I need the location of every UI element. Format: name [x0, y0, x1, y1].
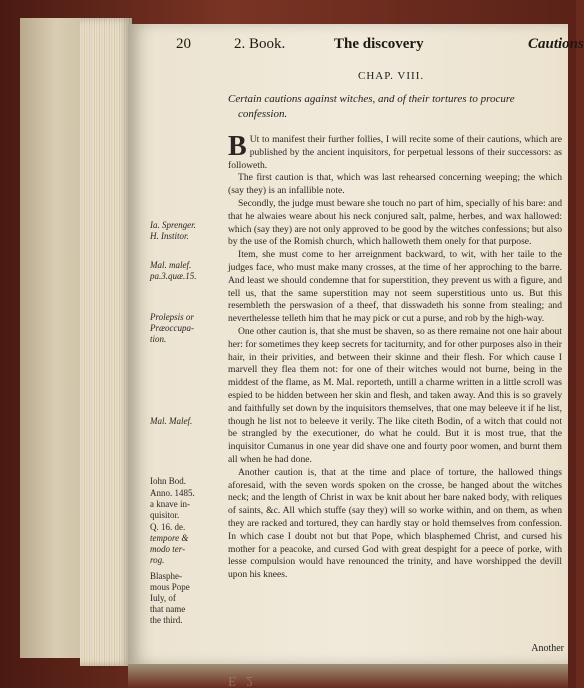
margin-note: Iohn Bod.	[150, 476, 186, 486]
margin-note: the third.	[150, 615, 183, 625]
margin-note: Q. 16. de.	[150, 522, 186, 532]
page-number: 20	[176, 36, 191, 52]
margin-note: Mal. Malef.	[150, 416, 193, 426]
running-title-right: Cautions	[528, 36, 584, 52]
margin-note: tempore &	[150, 533, 189, 543]
margin-note: pa.3.quæ.15.	[150, 271, 197, 281]
paragraph: One other caution is, that she must be shaven, so as there remaine not one hair about her: for sometimes they keep secrets for taciturnity, and for other purposes also in their hair, in their privities, and between their skinne and their flesh. For which cause I marvell they flea them not: for one of their witches would not burne, being in the middest of the flame, as M. Mal. reporteth, untill a charme written in a little scroll was espied to be hidden between her skin and flesh, and taken away. And this is so gravely and faithfully set down by the inquisitors themselves, that one may beleeve it if he list, though he list not to beleeve it verily. The like citeth Bodin, of a witch that could not be strangled by the executioner, do what he could. But it is most true, that the inquisitor Cumanus in one year did shave one and fourty poor women, and burnt them all when he had done.	[228, 325, 562, 465]
margin-note: H. Institor.	[150, 231, 189, 241]
paragraph: Another caution is, that at the time and place of torture, the hallowed things aforesaid, with the seven words spoken on the crosse, be hanged about the witches neck; and the length of Christ in wax be knit about her bare naked body, with reliques of saints, &c. All which stuffe (say they) will so worke within, and on them, as when they are racked and tortured, they can hardly stay or hold themselves from confession. In which case I doubt not but that Pope, which blasphemed Christ, and cursed his mother for a peacoke, and cursed God with great despight for a peece of porke, with lesse compulsion would have renounced the trinity, and have worshipped the devill upon his knees.	[228, 466, 562, 581]
heading-line-1: Certain cautions against witches, and of their tortures to procure	[228, 93, 515, 105]
paragraph-text: Ut to manifest their further follies, I will recite some of their cautions, which are published by the ancient inquisitors, for perpetual lessons of their successors: as followeth.	[228, 134, 562, 171]
chapter-number: CHAP. VIII.	[358, 70, 425, 82]
page-bottom-edge	[128, 664, 568, 688]
book-label: 2. Book.	[234, 36, 286, 52]
margin-note: Ia. Sprenger.	[150, 220, 196, 230]
margin-note: modo ter-	[150, 544, 186, 554]
margin-note: mous Pope	[150, 582, 190, 592]
chapter-heading	[228, 92, 560, 122]
paragraph	[228, 131, 562, 172]
margin-note: quisitor.	[150, 510, 180, 520]
paragraph: Item, she must come to her arreignment backward, to wit, with her taile to the judges face, who must make many crosses, at the time of her approching to the barre. And least we should condemne that for superstition, they prevent us with a figure, and tell us, that the same superstition may not seem superstitious unto us. But this resembleth the perswasion of a theef, that disswadeth his sonne from stealing; and neverthelesse telleth him that he may pick or cut a purse, and rob by the high-way.	[228, 249, 562, 325]
main-text	[228, 131, 562, 582]
margin-note: tion.	[150, 334, 167, 344]
margin-note: rog.	[150, 555, 165, 565]
margin-note: that name	[150, 604, 186, 614]
catchword: Another	[531, 643, 564, 654]
heading-line-2: confession.	[238, 108, 288, 120]
drop-cap: B	[228, 131, 247, 162]
margin-note: Præoccupa-	[150, 323, 194, 333]
margin-note: Prolepsis or	[150, 312, 194, 322]
running-title: The discovery	[334, 36, 424, 52]
margin-note: Blasphe-	[150, 571, 182, 581]
paragraph: Secondly, the judge must beware she touch no part of him, specially of his bare: and that he alwaies weare about his neck conjured salt, palme, herbes, and wax hallowed: which (say they) are not only approved to be good by the witches confessions; but also by the use of the Romish church, which halloweth them onely for that purpose.	[228, 197, 562, 248]
margin-note: Iuly, of	[150, 593, 176, 603]
paragraph: The first caution is that, which was last rehearsed concerning weeping; the which (say they) is an infallible note.	[228, 172, 562, 197]
signature-mark: E 2	[228, 673, 257, 688]
margin-note: Anno. 1485.	[150, 488, 195, 498]
margin-note: Mal. malef.	[150, 260, 192, 270]
page-stack-edges	[80, 18, 132, 666]
facing-page-edge	[20, 18, 80, 658]
margin-note: a knave in-	[150, 499, 190, 509]
book-page	[128, 24, 584, 664]
